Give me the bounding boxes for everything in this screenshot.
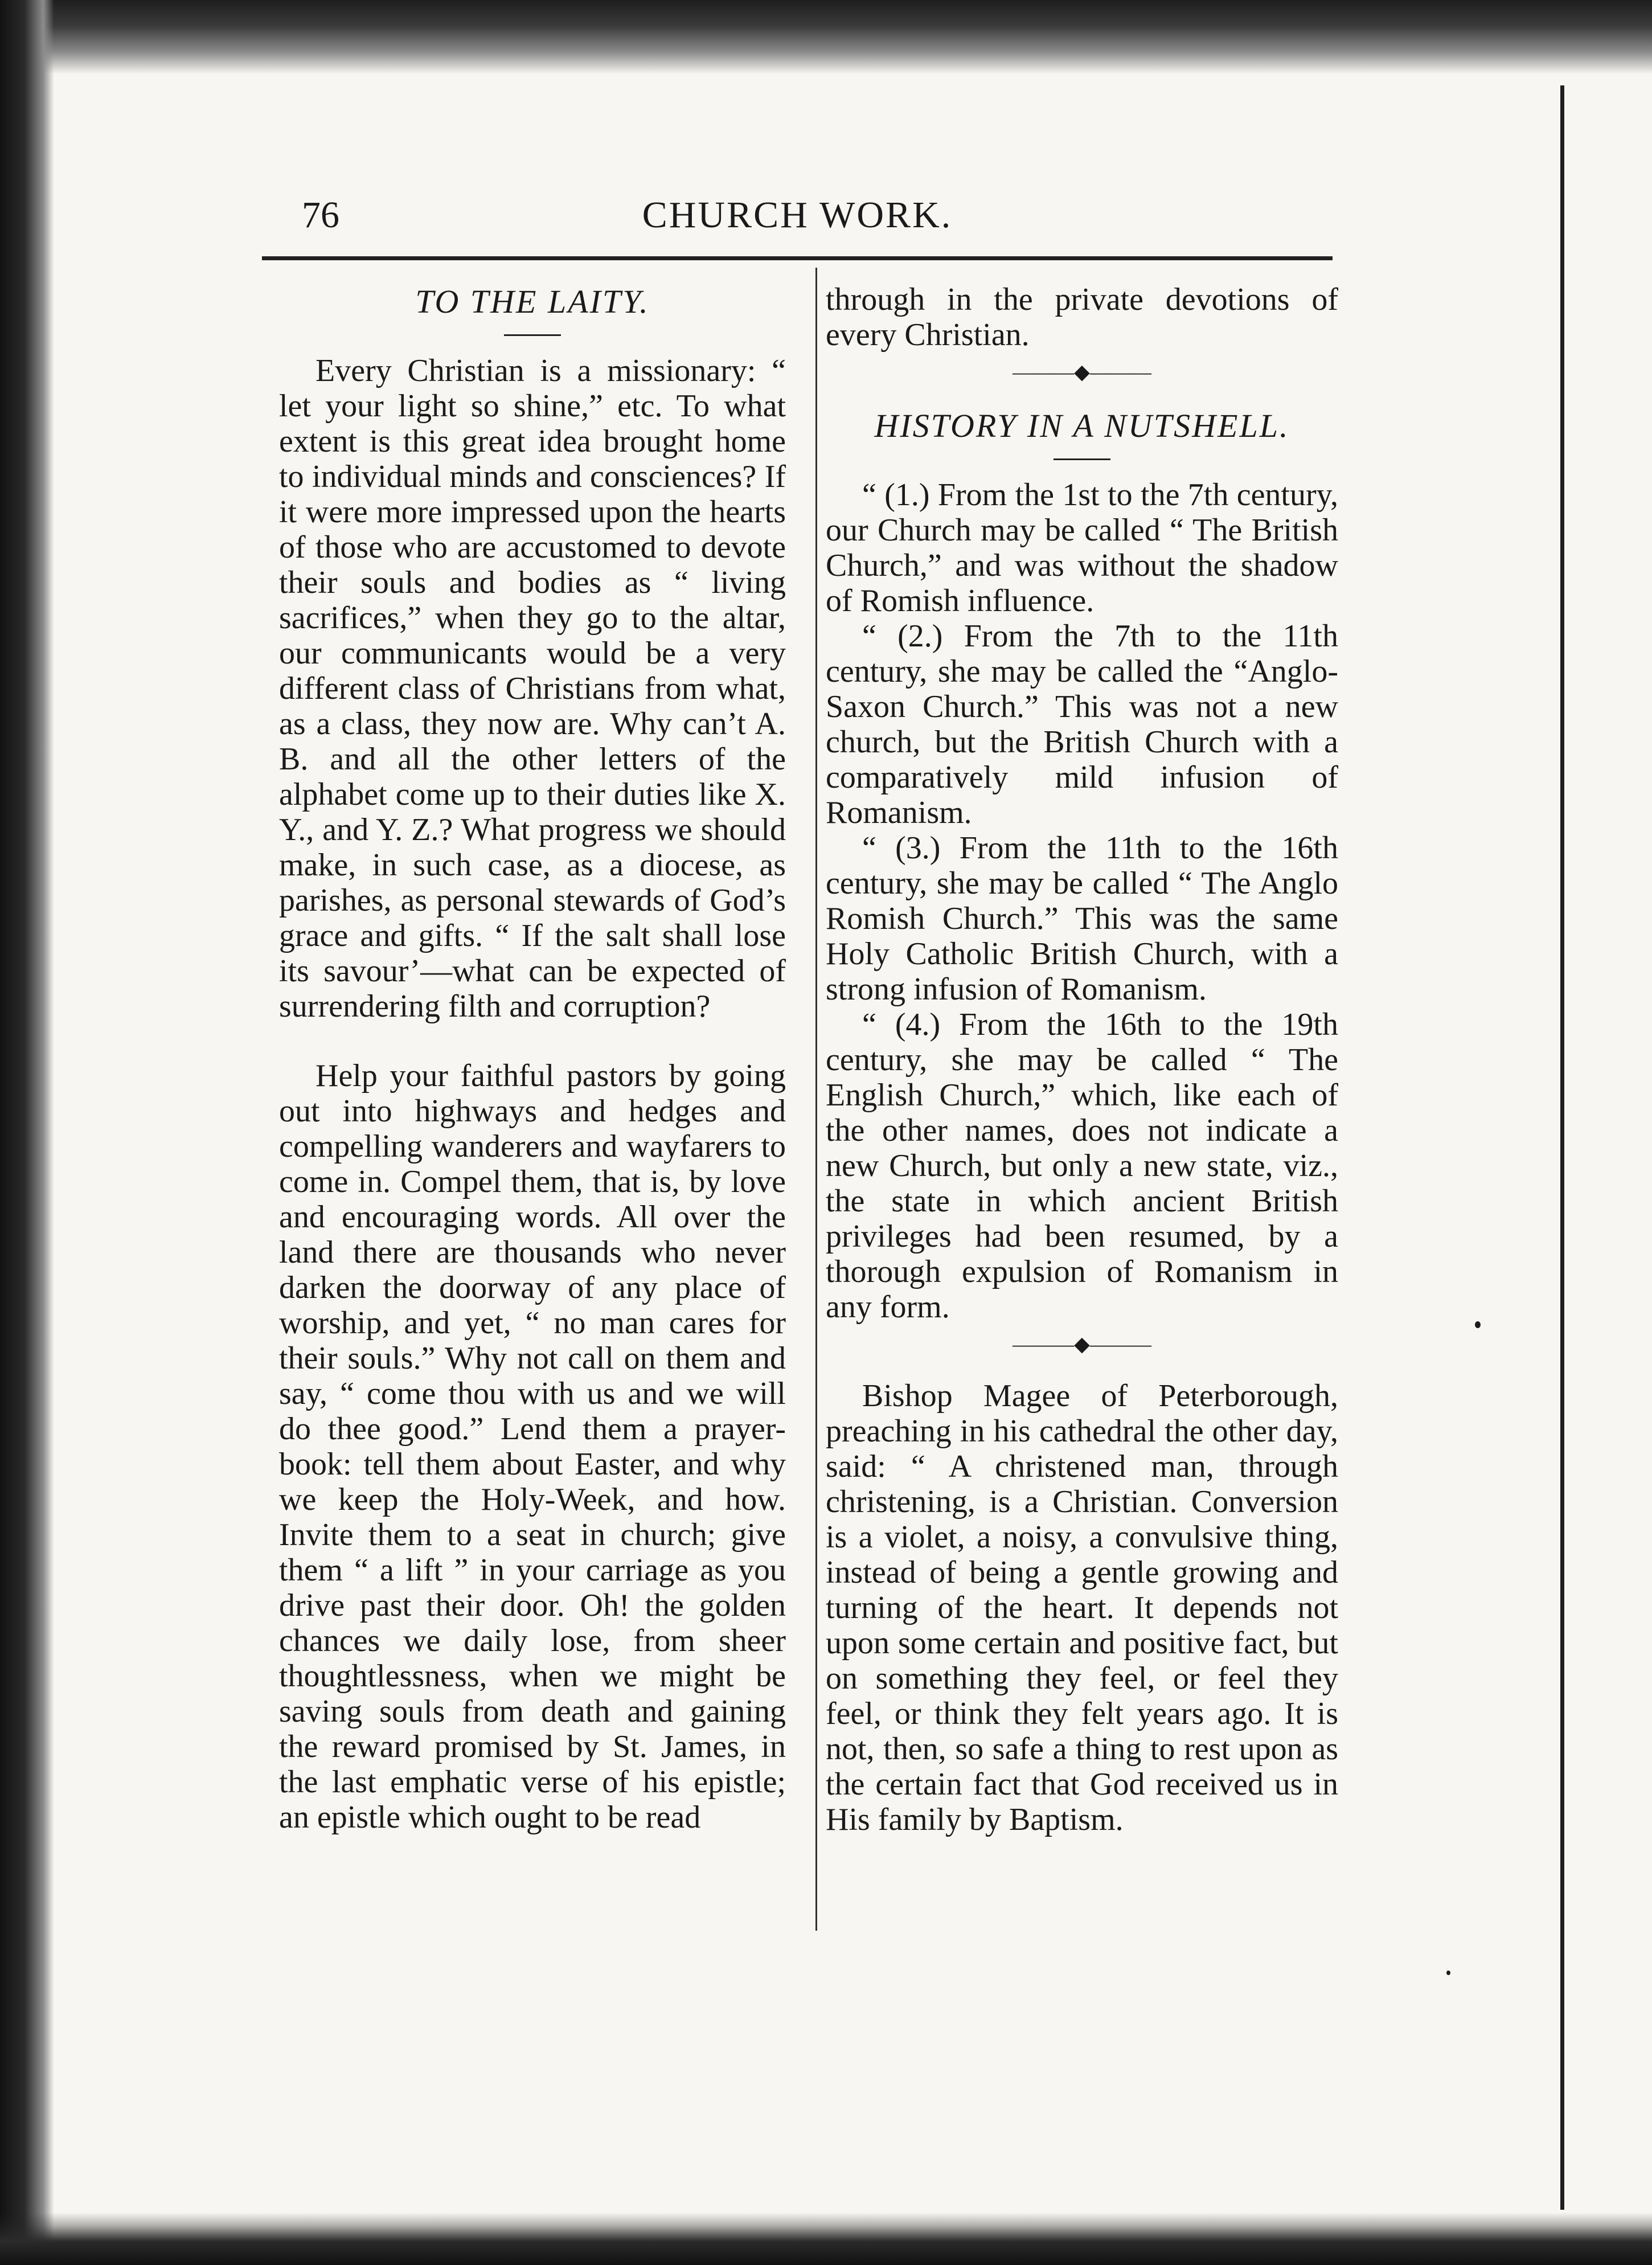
paragraph-gap: [279, 1024, 786, 1058]
heading-rule: [1053, 458, 1110, 460]
running-header: [262, 188, 1333, 251]
page: [262, 188, 1338, 1953]
scan-speck: [1475, 1321, 1481, 1328]
laity-continuation: through in the private devotions of every Christian.: [826, 282, 1338, 353]
magee-paragraph: Bishop Magee of Peterborough, preaching in his cathedral the other day, said: “ A christened man, through christening, is a Christian. Conversion is a violet, a noisy, a convulsive thing, instead of being a gentle growing and turning of the heart. It depends not upon some certain and positive fact, but on something they feel, or feel they feel, or think they felt years ago. It is not, then, so safe a thing to rest upon as the certain fact that God received us in His family by Baptism.: [826, 1378, 1338, 1837]
history-item-3: “ (3.) From the 11th to the 16th century, she may be called “ The Anglo Romish Church.” This was the same Holy Catholic British Church, with a strong infusion of Romanism.: [826, 830, 1338, 1007]
history-item-2: “ (2.) From the 7th to the 11th century, she may be called the “Anglo-Saxon Church.” This was not a new church, but the British Church with a comparatively mild infusion of Romanism.: [826, 619, 1338, 830]
page-edge-line: [1560, 85, 1564, 2210]
section-ornament: ———◆———: [1012, 361, 1151, 383]
article-heading-to-the-laity: TO THE LAITY.: [415, 283, 650, 320]
laity-paragraph-1: Every Christian is a missionary: “ let your light so shine,” etc. To what extent is this great idea brought home to individual minds and consciences? If it were more impressed upon the hearts of those who are accustomed to devote their souls and bodies as “ living sacrifices,” when they go to the altar, our communicants would be a very different class of Christians from what, as a class, they now are. Why can’t A. B. and all the other letters of the alphabet come up to their duties like X. Y., and Y. Z.? What progress we should make, in such case, as a diocese, as parishes, as personal stewards of God’s grace and gifts. “ If the salt shall lose its savour’—what can be expected of surrendering filth and corruption?: [279, 353, 786, 1024]
laity-paragraph-2: Help your faithful pastors by going out into highways and hedges and compelling wanderers and wayfarers to come in. Compel them, that is, by love and encouraging words. All over the land there are thousands who never darken the doorway of any place of worship, and yet, “ no man cares for their souls.” Why not call on them and say, “ come thou with us and we will do thee good.” Lend them a prayer-book: tell them about Easter, and why we keep the Holy-Week, and how. Invite them to a seat in church; give them “ a lift ” in your carriage as you drive past their door. Oh! the golden chances we daily lose, from sheer thoughtlessness, when we might be saving souls from death and gaining the reward promised by St. James, in the last emphatic verse of his epistle; an epistle which ought to be read: [279, 1058, 786, 1835]
history-item-1: “ (1.) From the 1st to the 7th century, our Church may be called “ The British Church,” and was without the shadow of Romish influence.: [826, 477, 1338, 619]
history-item-4: “ (4.) From the 16th to the 19th century, she may be called “ The English Church,” which, like each of the other names, does not indicate a new Church, but only a new state, viz., the state in which ancient British privileges had been resumed, by a thorough expulsion of Romanism in any form.: [826, 1007, 1338, 1325]
heading-rule: [504, 334, 561, 336]
section-ornament: ———◆———: [1012, 1333, 1151, 1355]
scan-left-edge: [0, 0, 54, 2265]
left-column: [279, 282, 786, 1835]
page-number: 76: [302, 194, 339, 236]
scan-top-edge: [0, 0, 1652, 74]
scan-bottom-edge: [0, 2213, 1652, 2265]
header-rule: [262, 256, 1333, 260]
scan-speck: [1446, 1971, 1450, 1975]
column-divider: [815, 268, 817, 1931]
right-column: [826, 282, 1338, 1837]
journal-title: CHURCH WORK.: [642, 194, 953, 236]
article-heading-history: HISTORY IN A NUTSHELL.: [874, 407, 1290, 444]
